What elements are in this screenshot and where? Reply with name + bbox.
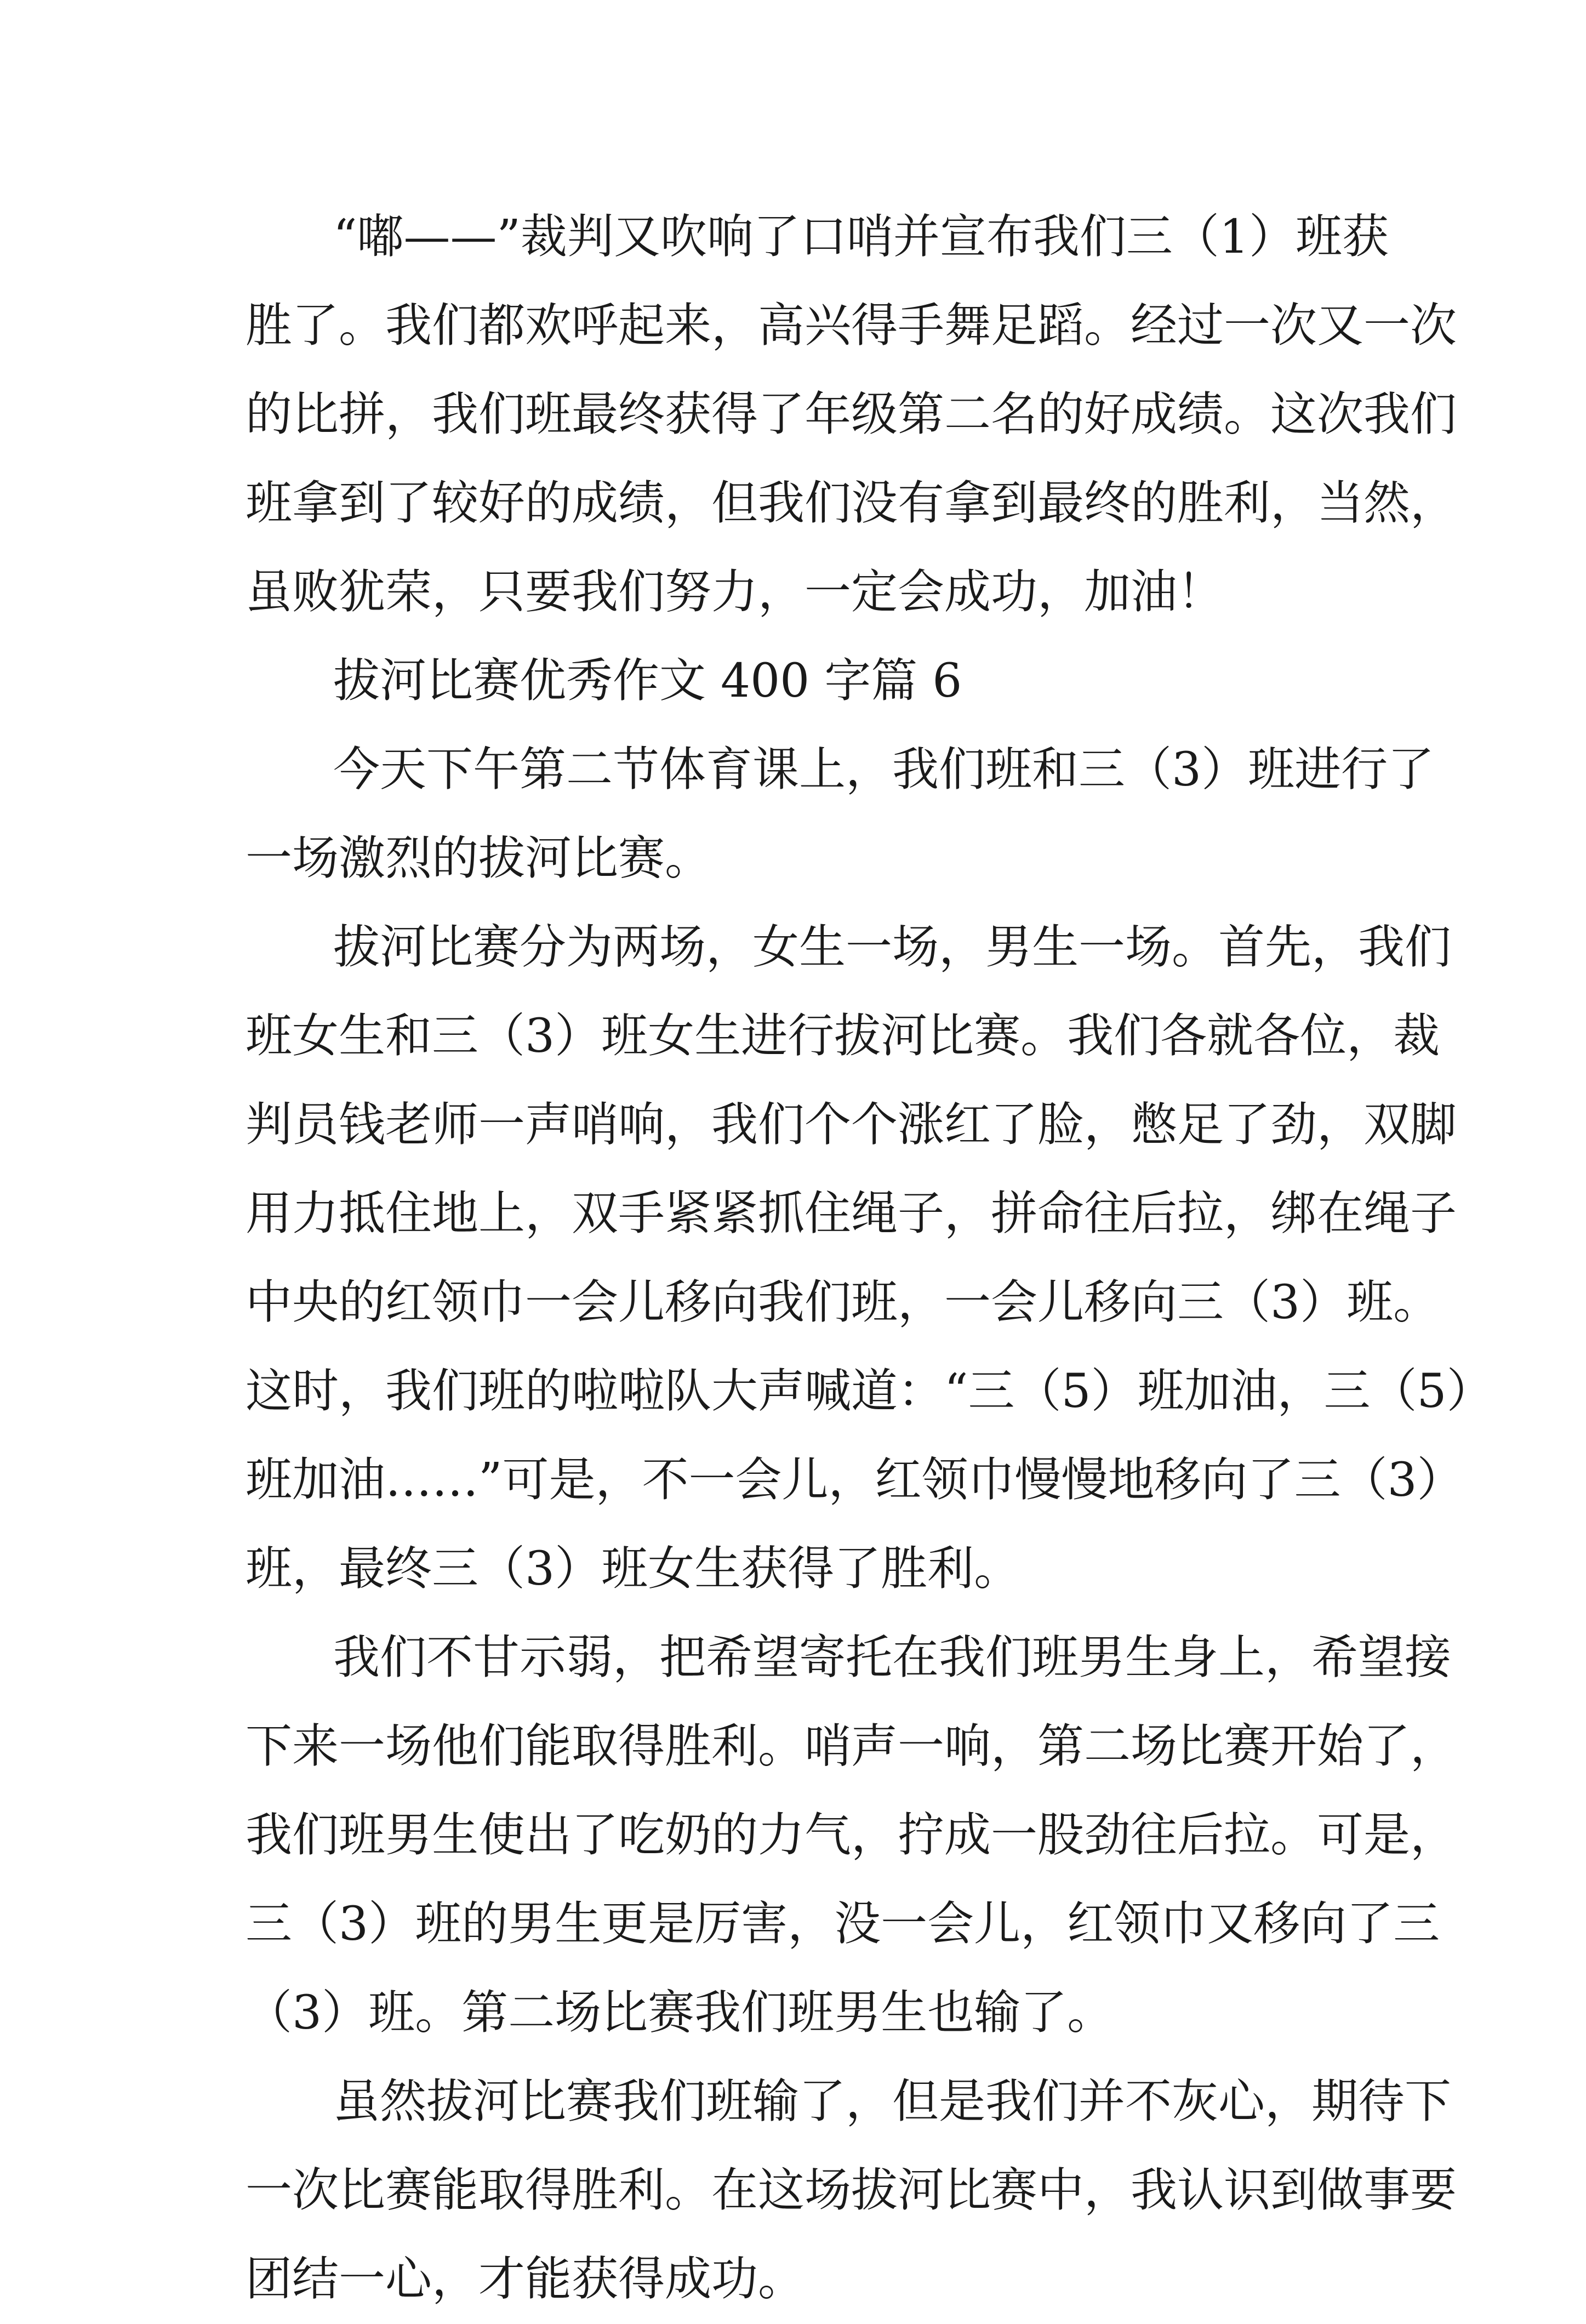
text-line: （3）班。第二场比赛我们班男生也输了。 (246, 1986, 1114, 2040)
essay-title: 拔河比赛优秀作文 400 字篇 6 (333, 654, 962, 708)
text-line: 这时，我们班的啦啦队大声喊道：“三（5）班加油，三（5） (246, 1364, 1493, 1419)
text-line: 班女生和三（3）班女生进行拔河比赛。我们各就各位，裁 (246, 1009, 1440, 1063)
text-line: 判员钱老师一声哨响，我们个个涨红了脸，憋足了劲，双脚 (246, 1098, 1457, 1152)
text-line: 一次比赛能取得胜利。在这场拔河比赛中，我认识到做事要 (246, 2163, 1457, 2218)
text-line: 用力抵住地上，双手紧紧抓住绳子，拼命往后拉，绑在绳子 (246, 1187, 1457, 1241)
text-line: 团结一心，才能获得成功。 (246, 2252, 805, 2306)
paragraph-victory (246, 193, 1457, 637)
text-line: 班，最终三（3）班女生获得了胜利。 (246, 1542, 1021, 1596)
text-line: 三（3）班的男生更是厉害，没一会儿，红领巾又移向了三 (246, 1897, 1440, 1951)
text-line: 一场激烈的拔河比赛。 (246, 831, 712, 886)
document-text-body (246, 193, 1493, 2324)
paragraph-intro (246, 726, 1435, 903)
text-line: 班拿到了较好的成绩，但我们没有拿到最终的胜利，当然， (246, 476, 1457, 531)
paragraph-conclusion (246, 2058, 1457, 2324)
text-line: 虽败犹荣，只要我们努力，一定会成功，加油！ (246, 565, 1224, 619)
text-line: 我们班男生使出了吃奶的力气，拧成一股劲往后拉。可是， (246, 1808, 1457, 1862)
text-line: 今天下午第二节体育课上，我们班和三（3）班进行了 (333, 743, 1435, 797)
essay-heading (246, 637, 1363, 726)
text-line: 下来一场他们能取得胜利。哨声一响，第二场比赛开始了， (246, 1719, 1457, 1774)
text-line: 我们不甘示弱，把希望寄托在我们班男生身上，希望接 (333, 1631, 1452, 1685)
text-line: 班加油……”可是，不一会儿，红领巾慢慢地移向了三（3） (246, 1453, 1464, 1507)
text-line: 拔河比赛分为两场，女生一场，男生一场。首先，我们 (333, 920, 1452, 975)
text-line: 的比拼，我们班最终获得了年级第二名的好成绩。这次我们 (246, 388, 1457, 442)
text-line: 虽然拔河比赛我们班输了，但是我们并不灰心，期待下 (333, 2075, 1452, 2129)
text-line: 中央的红领巾一会儿移向我们班，一会儿移向三（3）班。 (246, 1275, 1440, 1330)
text-line: 胜了。我们都欢呼起来，高兴得手舞足蹈。经过一次又一次 (246, 299, 1457, 353)
text-line: “嘟——”裁判又吹响了口哨并宣布我们三（1）班获 (333, 210, 1389, 264)
paragraph-girls-match (246, 903, 1493, 1614)
paragraph-boys-match (246, 1614, 1457, 2058)
